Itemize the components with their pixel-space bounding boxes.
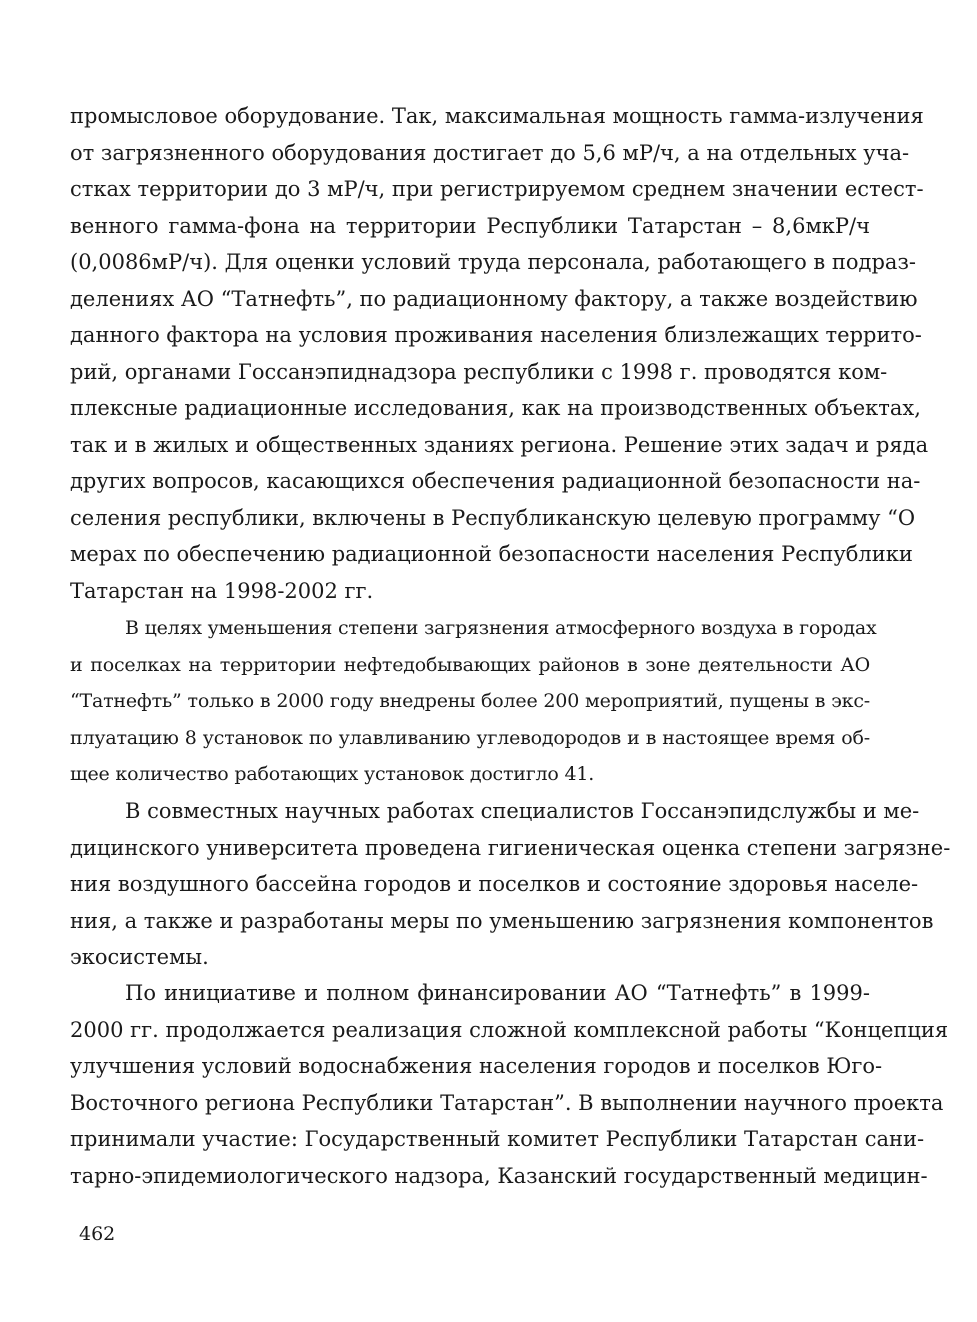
paragraph-line: селения республики, включены в Республиканскую целевую программу “О	[70, 505, 916, 530]
paragraph-line: мерах по обеспечению радиационной безопасности населения Республики	[70, 542, 913, 566]
paragraph-line: стках территории до 3 мР/ч, при регистрируемом среднем значении естест-	[70, 177, 924, 201]
paragraph-line: “Татнефть” только в 2000 году внедрены более 200 мероприятий, пущены в экс-	[70, 690, 870, 712]
paragraph-1	[70, 98, 929, 609]
page-number: 462	[79, 1223, 116, 1245]
paragraph-line: рий, органами Госсанэпиднадзора республики с 1998 г. проводятся ком-	[70, 359, 888, 384]
paragraph-line: щее количество работающих установок достигло 41.	[70, 763, 595, 785]
paragraph-4	[70, 975, 949, 1194]
paragraph-line: тарно-эпидемиологического надзора, Казанский государственный медицин-	[70, 1163, 928, 1188]
paragraph-line: делениях АО “Татнефть”, по радиационному фактору, а также воздействию	[70, 286, 918, 311]
paragraph-line: Татарстан на 1998-2002 гг.	[70, 578, 374, 603]
paragraph-line: В целях уменьшения степени загрязнения атмосферного воздуха в городах	[125, 617, 877, 639]
paragraph-line: и поселках на территории нефтедобывающих районов в зоне деятельности АО	[70, 653, 870, 676]
paragraph-line: так и в жилых и общественных зданиях региона. Решение этих задач и ряда	[70, 432, 929, 457]
paragraph-line: плексные радиационные исследования, как на производственных объектах,	[70, 396, 921, 420]
paragraph-line: данного фактора на условия проживания населения близлежащих террито-	[70, 323, 922, 347]
paragraph-line: ния воздушного бассейна городов и поселков и состояние здоровья населе-	[70, 872, 919, 896]
paragraph-line: венного гамма-фона на территории Республики Татарстан – 8,6мкР/ч	[70, 213, 870, 238]
paragraph-line: плуатацию 8 установок по улавливанию углеводородов и в настоящее время об-	[70, 726, 870, 749]
paragraph-line: промысловое оборудование. Так, максимальная мощность гамма-излучения	[70, 104, 924, 128]
paragraph-line: принимали участие: Государственный комитет Республики Татарстан сани-	[70, 1127, 925, 1151]
paragraph-line: Восточного региона Республики Татарстан”. В выполнении научного проекта	[70, 1090, 944, 1115]
paragraph-2	[70, 610, 877, 793]
paragraph-line: улучшения условий водоснабжения населения городов и поселков Юго-	[70, 1054, 883, 1078]
paragraph-line: от загрязненного оборудования достигает до 5,6 мР/ч, а на отдельных уча-	[70, 140, 910, 165]
paragraph-3	[70, 793, 951, 976]
paragraph-line: (0,0086мР/ч). Для оценки условий труда персонала, работающего в подраз-	[70, 250, 916, 274]
paragraph-line: ния, а также и разработаны меры по уменьшению загрязнения компонентов	[70, 908, 934, 933]
paragraph-line: экосистемы.	[70, 945, 209, 969]
paragraph-line: дицинского университета проведена гигиеническая оценка степени загрязне-	[70, 835, 951, 860]
paragraph-line: В совместных научных работах специалистов Госсанэпидслужбы и ме-	[125, 799, 920, 823]
paragraph-line: других вопросов, касающихся обеспечения радиационной безопасности на-	[70, 469, 921, 493]
paragraph-line: По инициативе и полном финансировании АО “Татнефть” в 1999-	[125, 981, 870, 1005]
paragraph-line: 2000 гг. продолжается реализация сложной комплексной работы “Концепция	[70, 1017, 949, 1042]
